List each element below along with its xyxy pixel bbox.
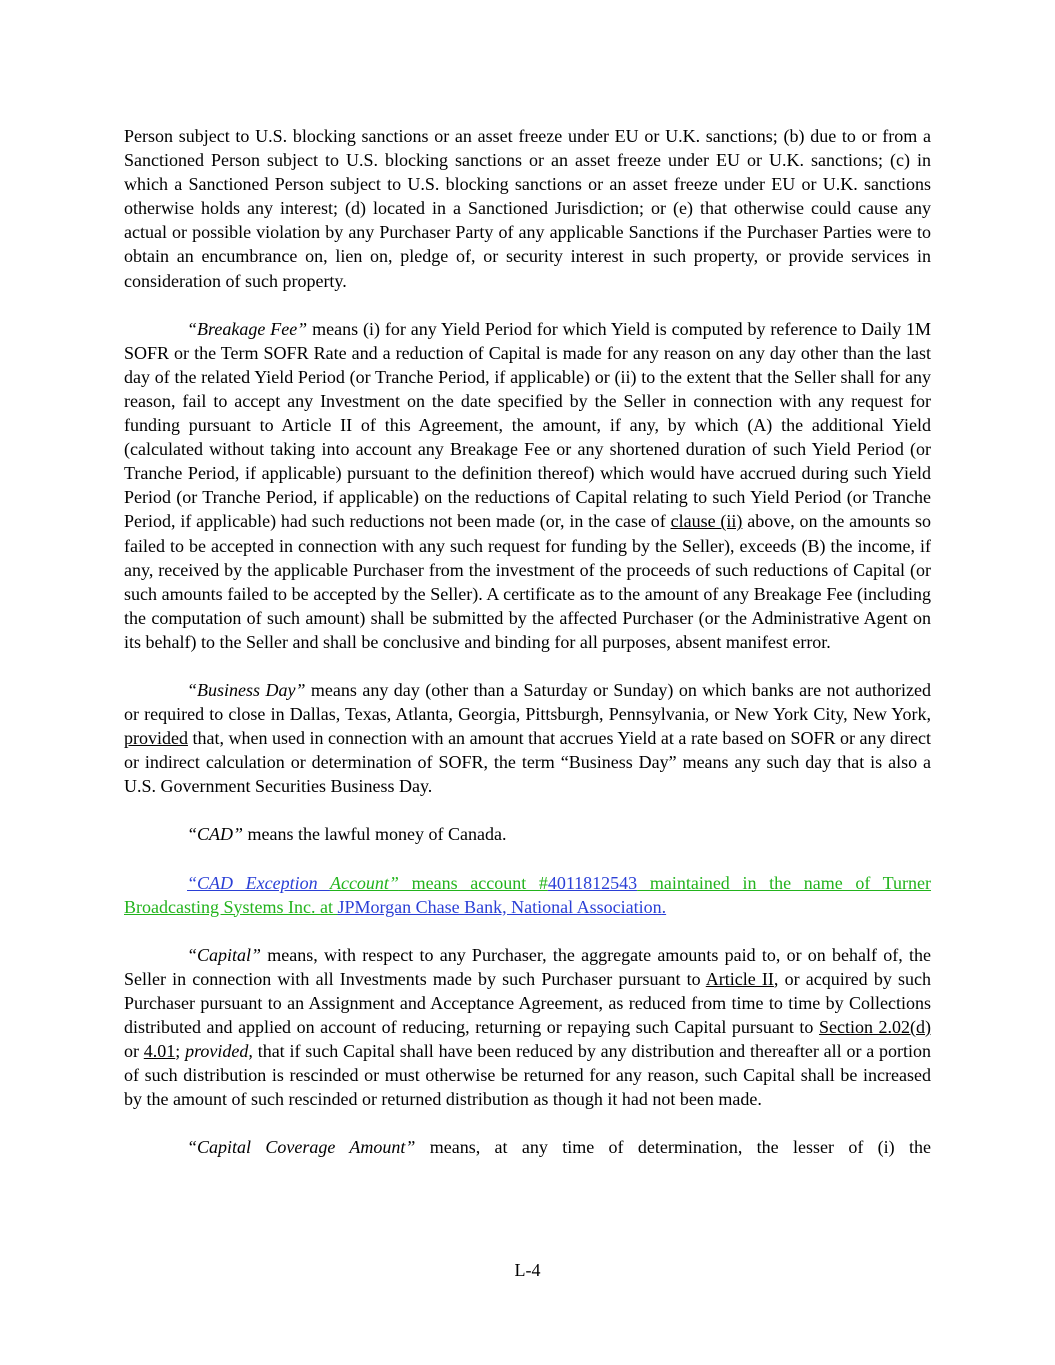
definition-business-day bbox=[124, 678, 931, 798]
definition-text: means, at any time of determination, the lesser of (i) the bbox=[415, 1137, 931, 1158]
provided-keyword: provided bbox=[124, 728, 188, 749]
definition-text: above, on the amounts so failed to be accepted in connection with any such request for funding by the Seller), exceeds (B) the income, if any, received by the applicable Purchaser from the investment of the proceeds of such reductions of Capital (or such amounts failed to be accepted by the Seller). A certificate as to the amount of any Breakage Fee (including the computation of such amount) shall be submitted by the affected Purchaser (or the Administrative Agent on its behalf) to the Seller and shall be conclusive and binding for all purposes, absent manifest error. bbox=[124, 511, 931, 652]
paragraph-sanctioned-property: Person subject to U.S. blocking sanctions or an asset freeze under EU or U.K. sanctions; (b) due to or from a Sanctioned Person subject to U.S. blocking sanctions or an asset freeze under EU or U.K. sanctions; (c) in which a Sanctioned Person subject to U.S. blocking sanctions or an asset freeze under EU or U.K. sanctions otherwise holds any interest; (d) located in a Sanctioned Jurisdiction; or (e) that otherwise could cause any actual or possible violation by any Purchaser Party of any applicable Sanctions if the Purchaser Parties were to obtain an encumbrance on, lien on, pledge of, or security interest in such property, or provide services in consideration of such property. bbox=[124, 126, 931, 291]
term-business-day: “Business Day” bbox=[187, 679, 306, 700]
definition-text: means (i) for any Yield Period for which Yield is computed by reference to Daily 1M SOFR or the Term SOFR Rate and a reduction of Capital is made for any reason on any day other than the last day of the related Yield Period (or Tranche Period, if applicable) or (ii) to the extent that the Seller shall for any reason, fail to accept any Investment on the date specified by the Seller in connection with any request for funding pursuant to Article II of this Agreement, the amount, if any, by which (A) the additional Yield (calculated without taking into account any Breakage Fee or any shortened duration of such Yield Period (or Tranche Period, if applicable) pursuant to the definition thereof) which would have accrued during such Yield Period (or Tranche Period, if applicable) on the reductions of Capital relating to such Yield Period (or Tranche Period, if applicable) had such reductions not been made (or, in the case of bbox=[124, 318, 932, 532]
definition-cad-exception-account bbox=[124, 871, 931, 919]
term-breakage-fee: “Breakage Fee” bbox=[187, 318, 308, 339]
term-cad: “CAD” bbox=[187, 824, 244, 845]
inserted-text: means account # bbox=[398, 872, 548, 893]
definition-text: that if such Capital shall have been reduced by any distribution and thereafter all or a portion of such distribution is rescinded or must otherwise be returned for any reason, such Capital shall be increased by the amount of such rescinded or returned distribution as though it had not been made. bbox=[124, 1041, 931, 1110]
bank-name: JPMorgan Chase Bank, National Association bbox=[337, 896, 662, 917]
definition-text: means any day (other than a Saturday or Sunday) on which banks are not authorized or required to close in Dallas, Texas, Atlanta, Georgia, Pittsburgh, Pennsylvania, or New York City, New York, bbox=[124, 679, 931, 725]
term-capital: “Capital” bbox=[187, 944, 262, 965]
term-cad-exception-part1: “CAD Exception bbox=[187, 872, 330, 893]
definition-breakage-fee bbox=[124, 317, 931, 654]
section-2-02-d-reference: Section 2.02(d) bbox=[818, 1017, 931, 1037]
page-number: L-4 bbox=[514, 1260, 541, 1280]
inserted-text: maintained in the name of Turner Broadcasting Systems Inc. at bbox=[124, 872, 932, 917]
definition-text: , or acquired by such Purchaser pursuant to an Assignment and Acceptance Agreement, as reduced from time to time by Collections distributed and applied on account of reducing, returning or repaying such Capital pursuant to bbox=[124, 968, 931, 1037]
definition-text: means the lawful money of Canada. bbox=[243, 824, 507, 845]
account-number: 4011812543 bbox=[547, 872, 638, 893]
provided-keyword: provided, bbox=[185, 1041, 253, 1062]
clause-ii-reference: clause (ii) bbox=[670, 511, 743, 532]
section-4-01-reference: 4.01 bbox=[143, 1041, 176, 1062]
definition-capital-coverage-amount bbox=[124, 1135, 931, 1159]
definition-capital bbox=[124, 943, 931, 1112]
definition-text: or bbox=[124, 1041, 144, 1062]
inserted-period: . bbox=[661, 896, 667, 917]
definition-cad bbox=[124, 822, 931, 846]
definition-text: that, when used in connection with an amount that accrues Yield at a rate based on SOFR or any direct or indirect calculation or determination of SOFR, the term “Business Day” means any such day that is also a U.S. Government Securities Business Day. bbox=[124, 728, 931, 797]
definition-text: ; bbox=[175, 1041, 186, 1062]
term-capital-coverage-amount: “Capital Coverage Amount” bbox=[187, 1137, 416, 1158]
term-cad-exception-part2: Account” bbox=[329, 872, 399, 893]
document-body bbox=[124, 124, 931, 1183]
article-ii-reference: Article II bbox=[705, 968, 774, 989]
definition-text: means, with respect to any Purchaser, the aggregate amounts paid to, or on behalf of, the Seller in connection with all Investments made by such Purchaser pursuant to bbox=[124, 944, 931, 989]
